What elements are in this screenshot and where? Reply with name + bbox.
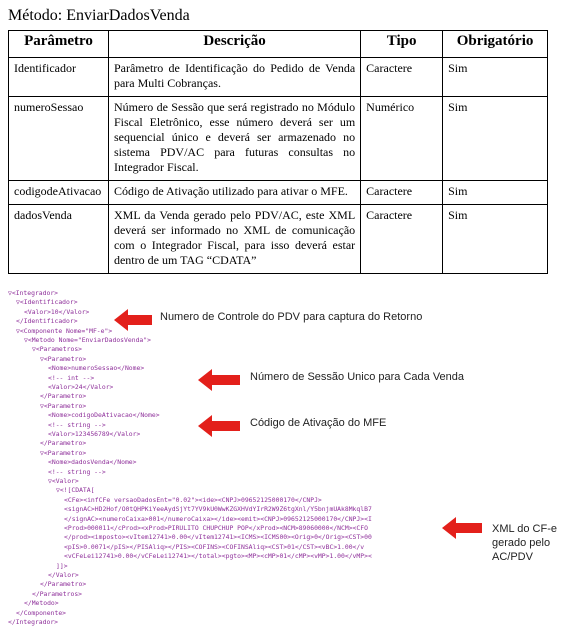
param-type: Caractere bbox=[361, 205, 443, 274]
param-description: Código de Ativação utilizado para ativar o MFE. bbox=[108, 181, 360, 205]
param-name: dadosVenda bbox=[9, 205, 109, 274]
method-title: Método: EnviarDadosVenda bbox=[8, 7, 190, 24]
parameters-table bbox=[8, 30, 548, 274]
arrow-left-icon bbox=[198, 369, 240, 391]
xml-line: ]]> bbox=[56, 561, 68, 570]
xml-line: ▽<Integrador> bbox=[8, 289, 59, 297]
xml-line: <vCFeLei12741>0.00</vCFeLei12741></total><pgto><MP><cMP>01</cMP><vMP>1.00</vMP>< bbox=[64, 552, 372, 561]
xml-line: <Valor>24</Valor> bbox=[48, 383, 114, 391]
xml-line: <CFe><infCFe versaoDadosEnt="0.02"><ide><CNPJ>09652125000170</CNPJ> bbox=[64, 495, 322, 504]
xml-line: <Nome>numeroSessao</Nome> bbox=[48, 364, 145, 373]
param-type: Numérico bbox=[361, 97, 443, 181]
param-required: Sim bbox=[443, 58, 548, 97]
table-row bbox=[9, 97, 548, 181]
header-parameter: Parâmetro bbox=[9, 31, 109, 58]
xml-line: </Integrador> bbox=[8, 618, 59, 626]
xml-line: ▽<Valor> bbox=[48, 477, 79, 485]
param-required: Sim bbox=[443, 181, 548, 205]
table-header-row bbox=[9, 31, 548, 58]
xml-line: </Parametro> bbox=[40, 439, 87, 448]
param-description: Parâmetro de Identificação do Pedido de Venda para Multi Cobranças. bbox=[108, 58, 360, 97]
xml-line: <Nome>codigoDeAtivacao</Nome> bbox=[48, 411, 160, 420]
xml-line: ▽<Identificador> bbox=[16, 298, 78, 307]
xml-line: ▽<Parametro> bbox=[40, 401, 87, 410]
xml-line: <signAC>HD2Hof/O0tQHPKiYeeAydSjYt7YV9kU0WwKZGXHVdYIrR2W9Z6tgXnl/Y5bnjmUAk8MkqlB7 bbox=[64, 505, 372, 514]
arrow-left-icon bbox=[114, 309, 152, 331]
annotation-control-number: Numero de Controle do PDV para captura do Retorno bbox=[160, 311, 423, 323]
xml-line: <Valor>123456789</Valor> bbox=[48, 430, 141, 438]
xml-line: <!-- string --> bbox=[48, 467, 106, 476]
xml-line: ▽<Parametros> bbox=[32, 345, 83, 354]
xml-line: <Prod>000011</cProd><xProd>PIRULITO CHUPCHUP POP</xProd><NCM>89060000</NCM><CFO bbox=[64, 524, 368, 532]
xml-line: </signAC><numeroCaixa>001</numeroCaixa></ide><emit><CNPJ>09652125000170</CNPJ><I bbox=[64, 514, 372, 523]
xml-line: <pIS>0.0071</pIS></PISAliq></PIS><COFINS><COFINSAliq><CST>01</CST><vBC>1.00</v bbox=[64, 542, 365, 551]
arrow-left-icon bbox=[198, 415, 240, 437]
xml-line: ▽<Metodo Nome="EnviarDadosVenda"> bbox=[24, 336, 151, 344]
xml-line: </Metodo> bbox=[24, 599, 59, 608]
xml-line: </Componente> bbox=[16, 608, 67, 617]
header-required: Obrigatório bbox=[443, 31, 548, 58]
param-name: numeroSessao bbox=[9, 97, 109, 181]
xml-line: </Identificador> bbox=[16, 317, 78, 326]
xml-line: ▽<Parametro> bbox=[40, 354, 87, 363]
xml-code-view bbox=[8, 288, 428, 636]
header-type: Tipo bbox=[361, 31, 443, 58]
param-name: codigodeAtivacao bbox=[9, 181, 109, 205]
xml-line: ▽<Parametro> bbox=[40, 448, 87, 457]
xml-line: </Parametro> bbox=[40, 392, 87, 401]
xml-line: ▽<![CDATA[ bbox=[56, 486, 95, 495]
xml-line: </Parametro> bbox=[40, 580, 87, 589]
param-type: Caractere bbox=[361, 181, 443, 205]
annotation-activation-code: Código de Ativação do MFE bbox=[250, 417, 387, 429]
xml-line: </Parametros> bbox=[32, 589, 83, 598]
table-row bbox=[9, 58, 548, 97]
param-name: Identificador bbox=[9, 58, 109, 97]
annotation-cfe-xml: XML do CF-e gerado pelo AC/PDV bbox=[492, 523, 558, 563]
param-required: Sim bbox=[443, 97, 548, 181]
param-type: Caractere bbox=[361, 58, 443, 97]
xml-line: </Valor> bbox=[48, 571, 79, 579]
arrow-left-icon bbox=[442, 517, 482, 539]
annotation-session-number: Número de Sessão Unico para Cada Venda bbox=[250, 371, 465, 383]
param-description: Número de Sessão que será registrado no Módulo Fiscal Eletrônico, esse número deverá ser um sequencial único e deverá ser armazenado no sistema PDV/AC para futuras consultas no Integrador Fiscal. bbox=[108, 97, 360, 181]
xml-line: <!-- int --> bbox=[48, 373, 95, 382]
param-description: XML da Venda gerado pelo PDV/AC, este XML deverá ser informado no XML de comunicação com o Integrador Fiscal, para isso deverá estar dentro de um TAG “CDATA” bbox=[108, 205, 360, 274]
header-description: Descrição bbox=[108, 31, 360, 58]
xml-line: <Valor>10</Valor> bbox=[24, 307, 90, 316]
param-required: Sim bbox=[443, 205, 548, 274]
xml-line: </prod><imposto><vItem12741>0.00</vItem12741><ICMS><ICMS00><Orig>0</Orig><CST>00 bbox=[64, 533, 372, 542]
table-row bbox=[9, 181, 548, 205]
xml-line: <!-- string --> bbox=[48, 420, 106, 429]
xml-line: ▽<Componente Nome="MF-e"> bbox=[16, 326, 113, 335]
xml-line: <Nome>dadosVenda</Nome> bbox=[48, 458, 137, 467]
table-row bbox=[9, 205, 548, 274]
